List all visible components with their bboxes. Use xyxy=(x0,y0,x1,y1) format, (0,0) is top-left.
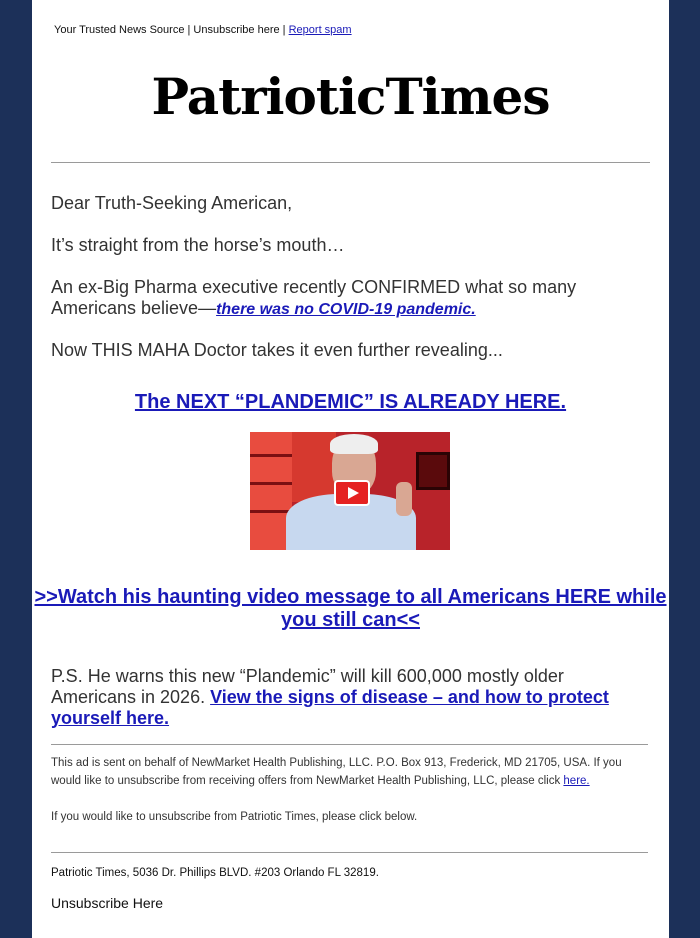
mailing-address: Patriotic Times, 5036 Dr. Phillips BLVD. #203 Orlando FL 32819. xyxy=(51,867,379,879)
video-thumbnail[interactable] xyxy=(250,432,450,550)
confirmation-text: An ex-Big Pharma executive recently CONFIRMED what so many Americans believe— xyxy=(51,277,577,318)
postscript xyxy=(51,666,651,729)
speaker-hair xyxy=(330,434,378,454)
divider xyxy=(51,744,648,745)
headline-link[interactable]: The NEXT “PLANDEMIC” IS ALREADY HERE. xyxy=(134,391,567,413)
unsubscribe-note: If you would like to unsubscribe from Patriotic Times, please click below. xyxy=(51,811,418,823)
disclaimer-text: This ad is sent on behalf of NewMarket Health Publishing, LLC. P.O. Box 913, Frederick, MD 21705, USA. If you would like to unsubscribe from receiving offers from NewMarket Health Publishing, LLC, please click xyxy=(51,757,622,787)
watch-cta xyxy=(32,586,669,632)
watch-video-link[interactable]: >>Watch his haunting video message to all Americans HERE while you still can<< xyxy=(34,586,667,631)
preheader-text: Your Trusted News Source | Unsubscribe here | xyxy=(54,24,286,36)
wall-frame xyxy=(416,452,450,490)
advertiser-unsubscribe-link[interactable]: here. xyxy=(563,775,590,787)
play-icon[interactable] xyxy=(334,480,370,506)
intro-line: It’s straight from the horse’s mouth… xyxy=(51,235,345,255)
divider xyxy=(51,852,648,853)
speaker-hand xyxy=(396,482,412,516)
preheader xyxy=(54,24,352,36)
postscript-text: P.S. He warns this new “Plandemic” will kill 600,000 mostly older Americans in 2026. xyxy=(51,666,564,707)
shelf-line xyxy=(250,454,292,457)
no-pandemic-link[interactable]: there was no COVID-19 pandemic. xyxy=(216,301,476,318)
email-page xyxy=(32,0,669,938)
confirmation-paragraph xyxy=(51,277,651,320)
masthead-logo: PatrioticTimes xyxy=(151,67,550,126)
divider xyxy=(51,162,650,163)
report-spam-link[interactable]: Report spam xyxy=(288,24,352,36)
headline xyxy=(32,391,669,414)
shelf-line xyxy=(250,482,292,485)
unsubscribe-link[interactable]: Unsubscribe Here xyxy=(51,895,164,911)
disclaimer xyxy=(51,754,651,790)
greeting: Dear Truth-Seeking American, xyxy=(51,193,293,213)
shelf-line xyxy=(250,510,292,513)
reveal-line: Now THIS MAHA Doctor takes it even further revealing... xyxy=(51,340,503,360)
signs-of-disease-link[interactable]: View the signs of disease – and how to protect yourself here. xyxy=(51,687,609,728)
